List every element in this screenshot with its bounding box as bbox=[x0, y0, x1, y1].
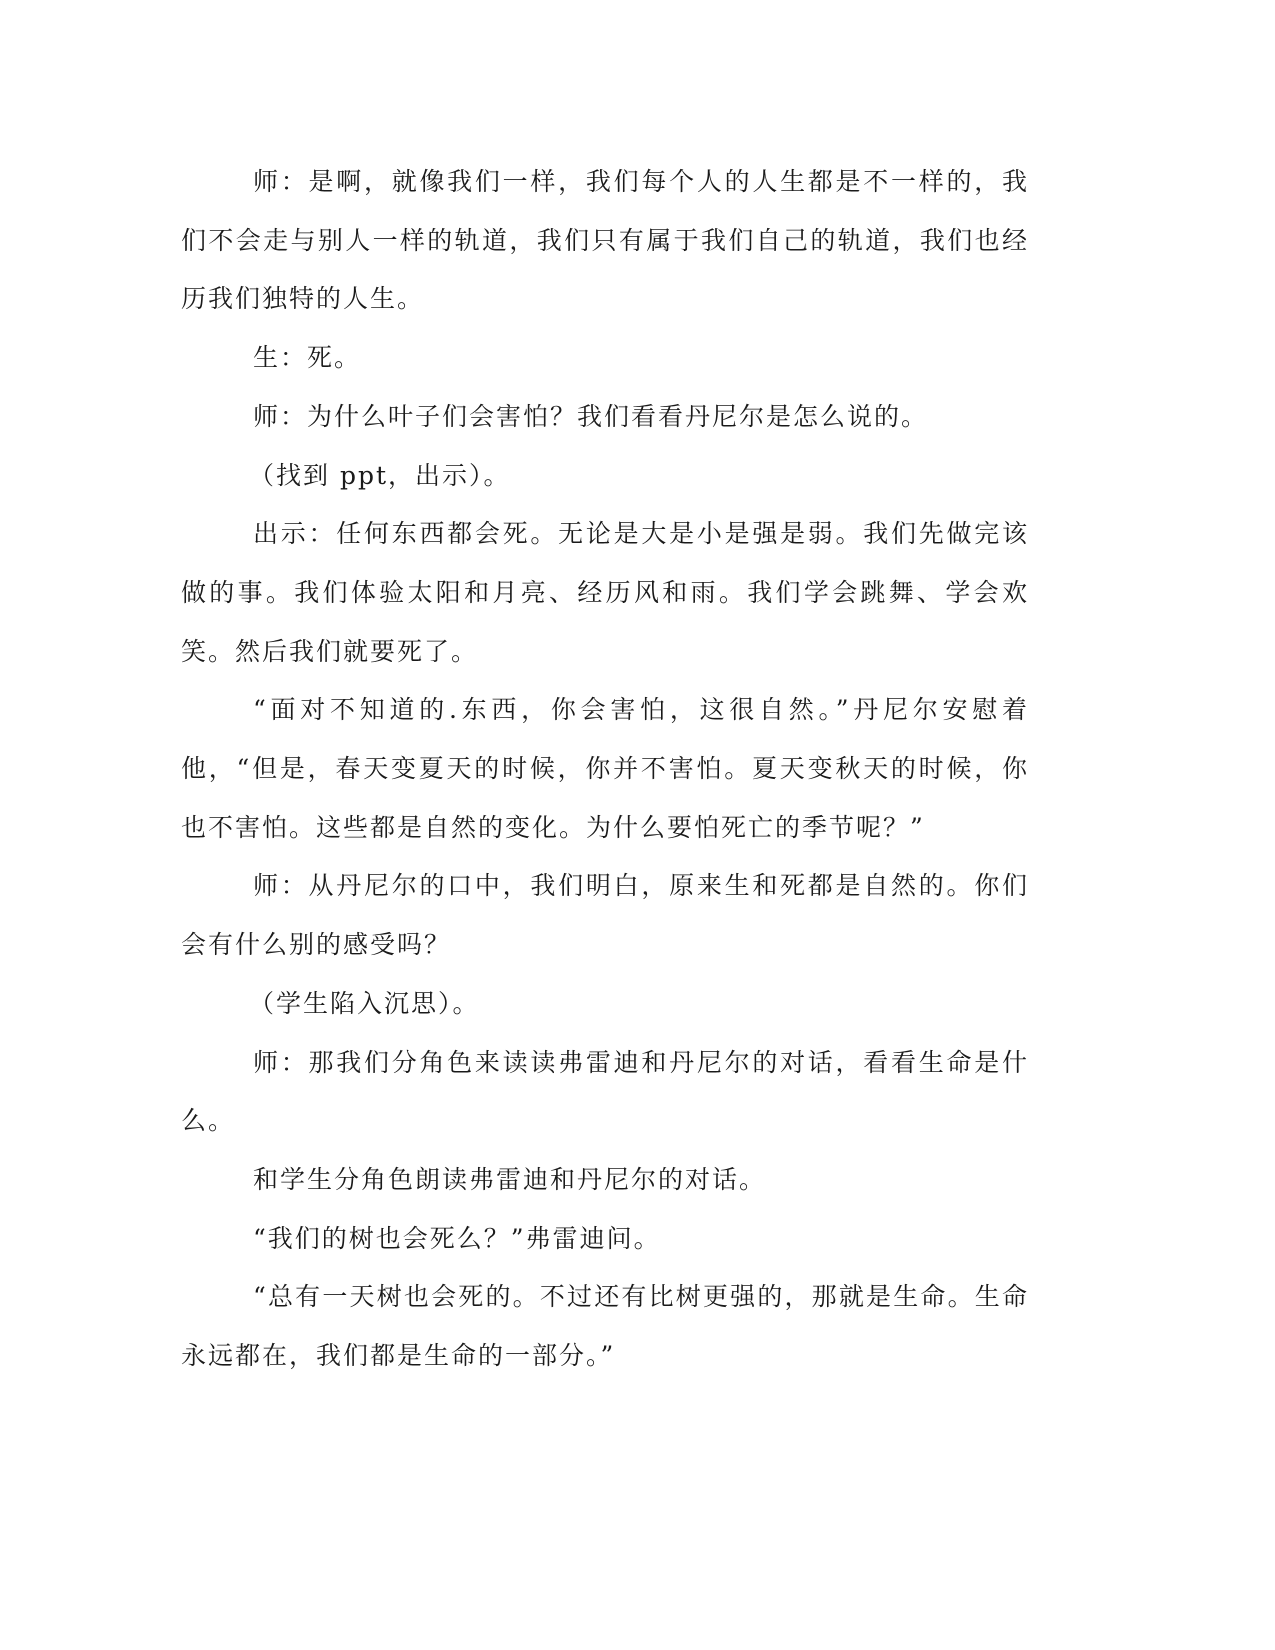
paragraph-role-reading-note: 和学生分角色朗读弗雷迪和丹尼尔的对话。 bbox=[253, 1164, 767, 1194]
paragraph-students-ponder: （学生陷入沉思）。 bbox=[249, 988, 480, 1018]
paragraph-freddie-question: “我们的树也会死么？”弗雷迪问。 bbox=[253, 1223, 661, 1253]
paragraph-teacher-role-reading: 师：那我们分角色来读读弗雷迪和丹尼尔的对话，看看生命是什么。 bbox=[181, 1047, 1029, 1136]
paragraph-daniel-answer: “总有一天树也会死的。不过还有比树更强的，那就是生命。生命永远都在，我们都是生命的一部分。” bbox=[181, 1282, 1029, 1371]
paragraph-teacher-natural: 师：从丹尼尔的口中，我们明白，原来生和死都是自然的。你们会有什么别的感受吗？ bbox=[181, 871, 1029, 960]
paragraph-student-death: 生：死。 bbox=[253, 343, 362, 373]
paragraph-teacher-unique-life: 师：是啊，就像我们一样，我们每个人的人生都是不一样的，我们不会走与别人一样的轨道，我们只有属于我们自己的轨道，我们也经历我们独特的人生。 bbox=[181, 167, 1029, 314]
paragraph-teacher-why-afraid: 师：为什么叶子们会害怕？我们看看丹尼尔是怎么说的。 bbox=[253, 401, 929, 431]
paragraph-slide-quote: 出示：任何东西都会死。无论是大是小是强是弱。我们先做完该做的事。我们体验太阳和月亮、经历风和雨。我们学会跳舞、学会欢笑。然后我们就要死了。 bbox=[181, 519, 1029, 666]
paragraph-daniel-comfort: “面对不知道的.东西，你会害怕，这很自然。”丹尼尔安慰着他，“但是，春天变夏天的时候，你并不害怕。夏天变秋天的时候，你也不害怕。这些都是自然的变化。为什么要怕死亡的季节呢？” bbox=[181, 695, 1029, 842]
paragraph-show-ppt: （找到 ppt，出示）。 bbox=[249, 460, 511, 490]
document-body bbox=[181, 153, 1029, 1386]
